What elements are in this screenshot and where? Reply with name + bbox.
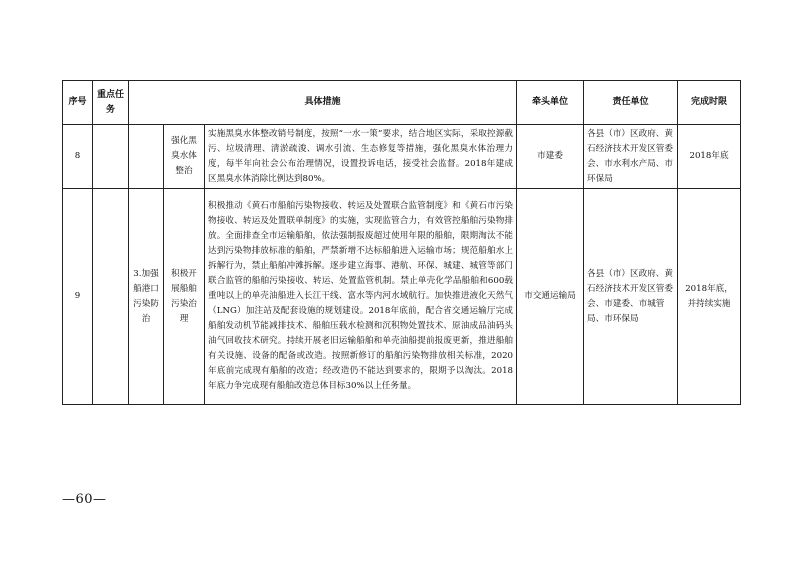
- row-measures: 积极推动《黄石市船舶污染物接收、转运及处置联合监管制度》和《黄石市污染物接收、转运及处置联单制度》的实施，实现监管合力，有效管控船舶污染物排放。全面排查全市运输船舶，依法强制报废超过使用年限的船舶，限期淘汰不能达到污染物排放标准的船舶，严禁新增不达标船舶进入运输市场；规范船舶水上拆解行为，禁止船舶冲滩拆解。逐步建立海事、港航、环保、城建、城管等部门联合监管的船舶污染接收、转运、处置监管机制。禁止单壳化学品船舶和600载重吨以上的单壳油船进入长江干线、富水等内河水域航行。加快推进液化天然气（LNG）加注站及配套设施的规划建设。2018年底前，配合省交通运输厅完成船舶发动机节能减排技术、船舶压载水检测和沉积物处置技术、原油成品油码头油气回收技术研究。持续开展老旧运输船舶和单壳油船提前报废更新，推进船舶有关设施、设备的配备或改造。按照新修订的船舶污染物排放相关标准，2020年底前完成现有船舶的改造；经改造仍不能达到要求的，限期予以淘汰。2018年底力争完成现有船舶改造总体目标30%以上任务量。: [205, 189, 517, 405]
- row-task: 3.加强船港口污染防治: [129, 189, 164, 405]
- row-number: 9: [63, 189, 93, 405]
- row-task: [93, 125, 129, 189]
- measures-table: [62, 80, 741, 405]
- table-row: [63, 125, 741, 189]
- row-task-blank: [93, 189, 129, 405]
- row-responsible-unit: 各县（市）区政府、黄石经济技术开发区管委会、市建委、市城管局、市环保局: [584, 189, 678, 405]
- table-row: [63, 189, 741, 405]
- header-responsible-unit: 责任单位: [584, 81, 678, 125]
- row-deadline: 2018年底，并持续实施: [678, 189, 741, 405]
- row-lead-unit: 市建委: [517, 125, 584, 189]
- row-lead-unit: 市交通运输局: [517, 189, 584, 405]
- row-number: 8: [63, 125, 93, 189]
- header-task: 重点任务: [93, 81, 129, 125]
- row-measures: 实施黑臭水体整改销号制度，按照“一水一策”要求，结合地区实际，采取控源截污、垃圾清理、清淤疏浚、调水引流、生态修复等措施，强化黑臭水体治理力度，每半年向社会公布治理情况，设置投诉电话，接受社会监督。2018年建成区黑臭水体消除比例达到80%。: [205, 125, 517, 189]
- page-number: —60—: [62, 492, 107, 507]
- row-task-blank: [129, 125, 164, 189]
- row-subtask: 强化黑臭水体整治: [164, 125, 205, 189]
- header-deadline: 完成时限: [678, 81, 741, 125]
- row-subtask: 积极开展船舶污染治理: [164, 189, 205, 405]
- header-lead-unit: 牵头单位: [517, 81, 584, 125]
- row-responsible-unit: 各县（市）区政府、黄石经济技术开发区管委会、市水利水产局、市环保局: [584, 125, 678, 189]
- header-no: 序号: [63, 81, 93, 125]
- header-measures: 具体措施: [129, 81, 517, 125]
- row-deadline: 2018年底: [678, 125, 741, 189]
- table-header-row: [63, 81, 741, 125]
